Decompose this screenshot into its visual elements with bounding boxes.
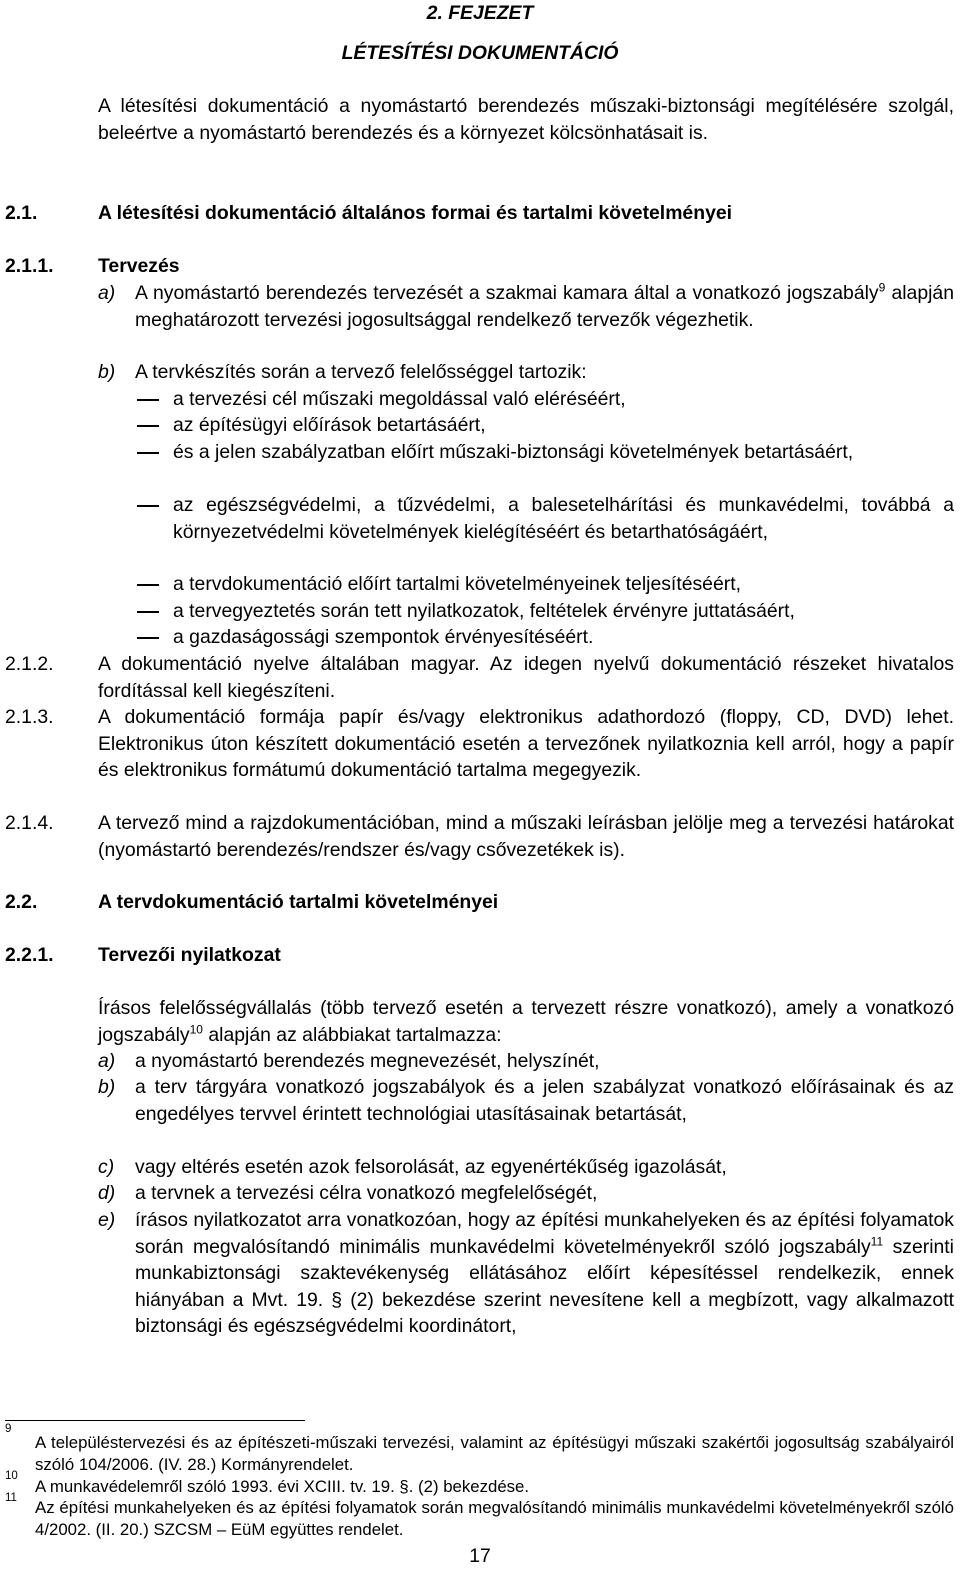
footnote-ref-10: 10: [189, 1022, 203, 1037]
list-item-text: vagy eltérés esetén azok felsorolását, az egyenértékűség igazolását,: [135, 1156, 727, 1178]
list-item-text: a terv tárgyára vonatkozó jogszabályok és a jelen szabályzat vonatkozó előírásainak és az engedélyes tervvel érintett technológiai utasításainak betartását,: [135, 1076, 954, 1125]
dash-item: a tervegyeztetés során tett nyilatkozatok, feltételek érvényre juttatásáért,: [173, 600, 795, 622]
section-2-1-3-number: 2.1.3.: [5, 706, 54, 728]
dash-bullet: [137, 505, 159, 507]
section-2-1-number: 2.1.: [5, 202, 38, 224]
dash-bullet: [137, 611, 159, 613]
item-b-label: b): [98, 361, 116, 383]
section-2-2-title: A tervdokumentáció tartalmi követelményei: [98, 891, 499, 913]
footnote-ref-11: 11: [870, 1234, 884, 1249]
list-item-text: a nyomástartó berendezés megnevezését, helyszínét,: [135, 1050, 600, 1072]
section-2-1-1-title: Tervezés: [98, 255, 180, 277]
dash-item: az építésügyi előírások betartásáért,: [173, 414, 486, 436]
section-2-1-3-text: A dokumentáció formája papír és/vagy elektronikus adathordozó (floppy, CD, DVD) lehet. Elektronikus úton készített dokumentáció esetén a tervezőnek nyilatkoznia kell arról, hogy a papír és elektronikus formátumú dokumentáció tartalma megegyezik.: [98, 706, 954, 782]
list-item-text: írásos nyilatkozatot arra vonatkozóan, hogy az építési munkahelyeken és az építési folyamatok során megvalósítandó minimális munkavédelmi követelményekről szóló jogszabály$^{11}$ szerinti munkabiztonsági szaktevékenység ellátásához előírt képesítéssel rendelkezik, ennek hiányában a Mvt. 19. § (2) bekezdése szerint nevesítene kell a megbízott, vagy alkalmazott biztonsági és egészségvédelmi koordinátort,: [135, 1209, 954, 1338]
dash-bullet: [137, 452, 159, 454]
footnote-text: Az építési munkahelyeken és az építési folyamatok során megvalósítandó minimális munkavédelmi követelményekről szóló 4/2002. (II. 20.) SZCSM – EüM együttes rendelet.: [35, 1498, 954, 1539]
footnote-text: A munkavédelemről szóló 1993. évi XCIII. tv. 19. §. (2) bekezdése.: [35, 1477, 530, 1496]
dash-item: a tervezési cél műszaki megoldással való eléréséért,: [173, 388, 626, 410]
section-2-2-1-number: 2.2.1.: [5, 944, 54, 966]
section-2-1-1-number: 2.1.1.: [5, 255, 54, 277]
list-item-label: c): [98, 1156, 115, 1178]
section-2-1-2-number: 2.1.2.: [5, 653, 54, 675]
section-2-1-4-text: A tervező mind a rajzdokumentációban, mind a műszaki leírásban jelölje meg a tervezési határokat (nyomástartó berendezés/rendszer és/vagy csővezetékek is).: [98, 812, 954, 861]
footnote-separator: [5, 1420, 305, 1421]
dash-bullet: [137, 399, 159, 401]
dash-bullet: [137, 584, 159, 586]
section-2-1-2-text: A dokumentáció nyelve általában magyar. Az idegen nyelvű dokumentáció részeket hivatalos fordítással kell kiegészíteni.: [98, 653, 954, 702]
footnote-number: 11: [5, 1492, 17, 1504]
footnote-text: A településtervezési és az építészeti-műszaki tervezési, valamint az építésügyi műszaki szakértői jogosultság szabályairól szóló 104/2006. (IV. 28.) Kormányrendelet.: [35, 1433, 954, 1474]
intro-paragraph: A létesítési dokumentáció a nyomástartó berendezés műszaki-biztonsági megítélésére szolgál, beleértve a nyomástartó berendezés és a környezet kölcsönhatásait is.: [98, 95, 954, 144]
footnote-number: 10: [5, 1470, 18, 1482]
item-a-text: A nyomástartó berendezés tervezését a szakmai kamara által a vonatkozó jogszabály$^9$ alapján meghatározott tervezési jogosultsággal rendelkező tervezők végezhetik.: [135, 280, 954, 331]
list-item-label: b): [98, 1076, 116, 1098]
dash-item: a gazdaságossági szempontok érvényesítéséért.: [173, 626, 594, 648]
section-2-2-number: 2.2.: [5, 891, 38, 913]
item-a-label: a): [98, 282, 116, 304]
list-item-label: a): [98, 1050, 116, 1072]
dash-bullet: [137, 637, 159, 639]
section-2-1-title: A létesítési dokumentáció általános formai és tartalmi követelményei: [98, 202, 733, 224]
designer-statement-intro: Írásos felelősségvállalás (több tervező esetén a tervezett részre vonatkozó), amely a vonatkozó jogszabály$^{10}$ alapján az alábbiakat tartalmazza:: [98, 997, 954, 1046]
section-2-2-1-title: Tervezői nyilatkozat: [98, 944, 281, 966]
list-item-label: e): [98, 1209, 116, 1231]
list-item-label: d): [98, 1182, 116, 1204]
list-item-text: a tervnek a tervezési célra vonatkozó megfelelőségét,: [135, 1182, 598, 1204]
dash-item: az egészségvédelmi, a tűzvédelmi, a balesetelhárítási és munkavédelmi, továbbá a környezetvédelmi követelmények kielégítéséért és betarthatóságáért,: [173, 494, 954, 543]
dash-item: a tervdokumentáció előírt tartalmi követelményeinek teljesítéséért,: [173, 573, 741, 595]
item-b-text: A tervkészítés során a tervező felelősséggel tartozik:: [135, 361, 587, 383]
dash-item: és a jelen szabályzatban előírt műszaki-biztonsági követelmények betartásáért,: [173, 441, 854, 463]
dash-bullet: [137, 425, 159, 427]
section-2-1-4-number: 2.1.4.: [5, 812, 54, 834]
footnote-ref-9: 9: [878, 280, 886, 295]
chapter-title: LÉTESÍTÉSI DOKUMENTÁCIÓ: [341, 42, 619, 64]
page-number: 17: [469, 1545, 491, 1567]
footnote-number: 9: [5, 1423, 12, 1435]
chapter-number: 2. FEJEZET: [426, 2, 534, 24]
